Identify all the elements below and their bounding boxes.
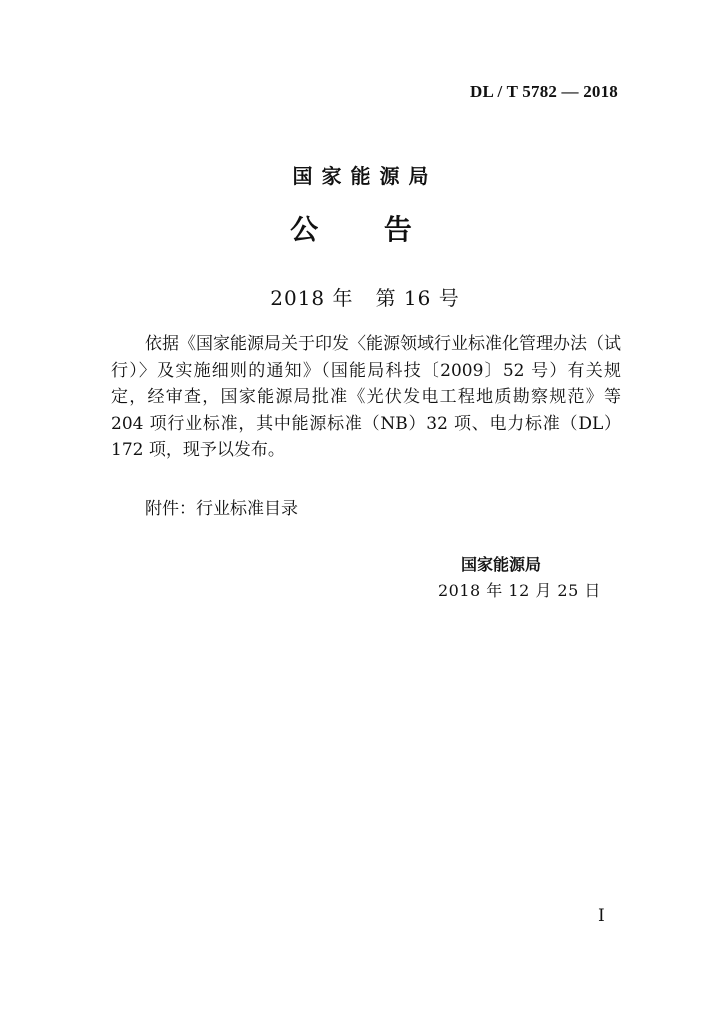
notice-body: 依据《国家能源局关于印发〈能源领域行业标准化管理办法（试行）〉及实施细则的通知》（国能局科技〔2009〕52 号）有关规定，经审查，国家能源局批准《光伏发电工程地质勘察规范》等 204 项行业标准，其中能源标准（NB）32 项、电力标准（DL）172 项，现予以发布。 [111,334,621,460]
signer: 国家能源局 [461,555,542,574]
page-number: I [598,906,605,926]
issuer-heading: 国家能源局 [292,164,438,188]
notice-number: 2018 年 第 16 号 [270,286,460,310]
notice-title: 公 告 [290,213,440,246]
standard-code: DL / T 5782 — 2018 [470,82,618,101]
attachment-line: 附件：行业标准目录 [145,499,298,519]
sign-date: 2018 年 12 月 25 日 [438,581,601,600]
